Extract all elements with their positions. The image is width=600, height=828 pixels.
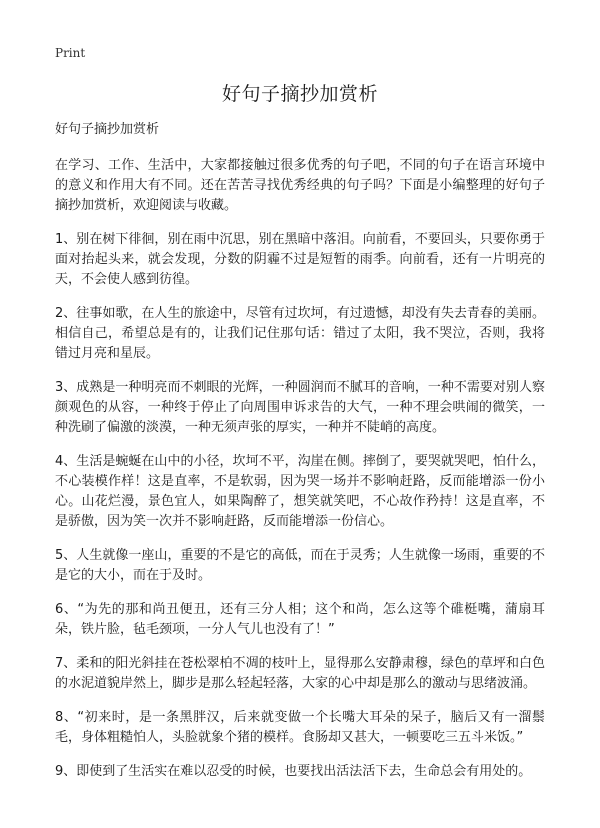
quote-paragraph-6: 6、“为先的那和尚丑便丑，还有三分人相；这个和尚，怎么这等个碓梃嘴，蒲扇耳朵，铁片脸，毡毛颈项，一分人气儿也没有了！”	[55, 602, 545, 637]
article-body	[55, 120, 545, 796]
quote-paragraph-4: 4、生活是蜿蜒在山中的小径，坎坷不平，沟崖在侧。摔倒了，要哭就哭吧，怕什么，不心装模作样！这是直率，不是软弱，因为哭一场并不影响赶路，反而能增添一份小心。山花烂漫，景色宜人，如果陶醉了，想笑就笑吧，不心故作矜持！这是直率，不是骄傲，因为笑一次并不影响赶路，反而能增添一份信心。	[55, 454, 545, 529]
quote-paragraph-1: 1、别在树下徘徊，别在雨中沉思，别在黑暗中落泪。向前看，不要回头，只要你勇于面对抬起头来，就会发现，分数的阴霾不过是短暂的雨季。向前看，还有一片明亮的天，不会使人感到彷徨。	[55, 232, 545, 287]
quote-paragraph-2: 2、往事如歌，在人生的旅途中，尽管有过坎坷，有过遗憾，却没有失去青春的美丽。相信自己，希望总是有的，让我们记住那句话：错过了太阳，我不哭泣，否则，我将错过月亮和星辰。	[55, 306, 545, 361]
quote-paragraph-3: 3、成熟是一种明亮而不刺眼的光辉，一种圆润而不腻耳的音响，一种不需要对别人察颜观色的从容，一种终于停止了向周围申诉求告的大气，一种不理会哄闹的微笑，一种洗刷了偏激的淡漠，一种无须声张的厚实，一种并不陡峭的高度。	[55, 380, 545, 435]
quote-paragraph-9: 9、即使到了生活实在难以忍受的时候，也要找出活法活下去，生命总会有用处的。	[55, 764, 532, 779]
intro-paragraph: 在学习、工作、生活中，大家都接触过很多优秀的句子吧，不同的句子在语言环境中的意义和作用大有不同。还在苦苦寻找优秀经典的句子吗？下面是小编整理的好句子摘抄加赏析，欢迎阅读与收藏。	[55, 158, 545, 213]
article-subtitle: 好句子摘抄加赏析	[55, 122, 160, 137]
quote-paragraph-8: 8、“初来时，是一条黑胖汉，后来就变做一个长嘴大耳朵的呆子，脑后又有一溜鬃毛，身体粗糙怕人，头脸就象个猪的模样。食肠却又甚大，一顿要吃三五斗米饭。”	[55, 710, 545, 745]
page-title: 好句子摘抄加赏析	[221, 83, 378, 105]
print-link[interactable]: Print	[55, 46, 86, 60]
quote-paragraph-5: 5、人生就像一座山，重要的不是它的高低，而在于灵秀；人生就像一场雨，重要的不是它的大小，而在于及时。	[55, 548, 545, 583]
quote-paragraph-7: 7、柔和的阳光斜挂在苍松翠柏不凋的枝叶上，显得那么安静肃穆，绿色的草坪和白色的水泥道貌岸然上，脚步是那么轻起轻落，大家的心中却是那么的激动与思绪波涌。	[55, 656, 545, 691]
